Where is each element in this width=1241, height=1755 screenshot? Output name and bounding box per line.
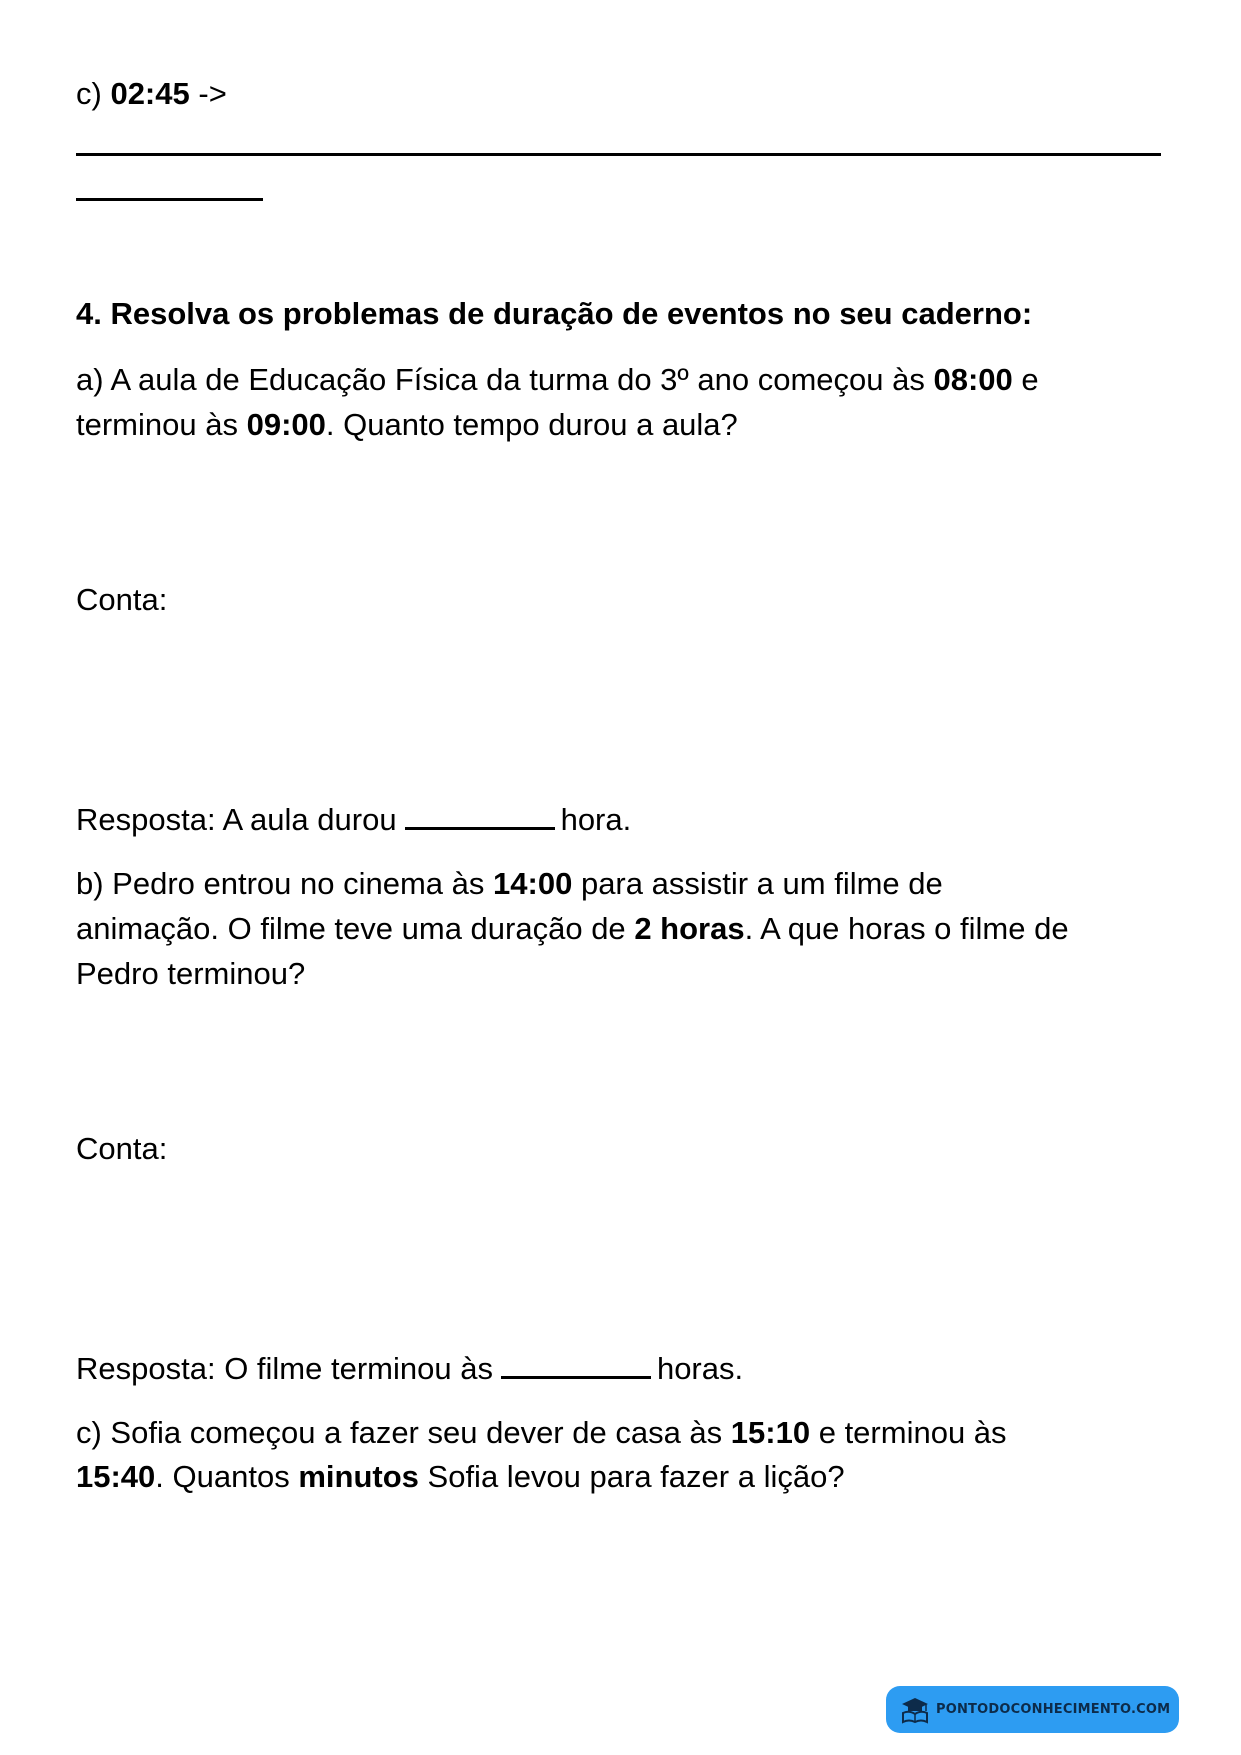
text: Resposta: O filme terminou às (76, 1351, 493, 1386)
text: e terminou às (818, 1415, 1007, 1450)
text: hora. (560, 802, 632, 837)
text: para assistir a um filme de (580, 866, 943, 901)
text: Sofia levou para fazer a lição? (427, 1459, 845, 1494)
text: b) Pedro entrou no cinema às (76, 866, 485, 901)
text: animação. O filme teve uma duração de (76, 911, 626, 946)
text: . Quanto tempo durou a aula? (325, 407, 738, 442)
text: horas. (656, 1351, 744, 1386)
question-c-line-2 (76, 1455, 845, 1499)
time-value: 15:40 (76, 1459, 156, 1494)
time-value: 08:00 (933, 362, 1013, 397)
question-c-line-1 (76, 1411, 1007, 1455)
text: a) A aula de Educação Física da turma do 3º ano começou às (76, 362, 925, 397)
question-b-line-2 (76, 907, 1069, 951)
text: e (1021, 362, 1039, 397)
question-b-line-1 (76, 862, 943, 906)
conta-label-a: Conta: (76, 582, 168, 617)
logo-text: PONTODOCONHECIMENTO.COM (936, 1702, 1171, 1717)
time-value: 15:10 (730, 1415, 811, 1450)
text: Resposta: A aula durou (76, 802, 397, 837)
conta-label-b: Conta: (76, 1131, 168, 1166)
answer-a (76, 797, 631, 842)
arrow: -> (198, 76, 227, 111)
question-4-heading: 4. Resolva os problemas de duração de eventos no seu caderno: (76, 296, 1033, 331)
text: . A que horas o filme de (744, 911, 1069, 946)
item-c-prev (76, 72, 227, 116)
question-a-line-2 (76, 403, 738, 447)
graduation-book-icon (900, 1696, 930, 1724)
text: c) Sofia começou a fazer seu dever de casa às (76, 1415, 723, 1450)
text: . Quantos (155, 1459, 290, 1494)
text: terminou às (76, 407, 238, 442)
question-b-line-3: Pedro terminou? (76, 956, 306, 991)
answer-line-2 (76, 198, 263, 201)
item-label: c) (76, 76, 102, 111)
answer-blank[interactable] (501, 1346, 651, 1379)
unit-bold: minutos (298, 1459, 419, 1494)
answer-blank[interactable] (405, 797, 555, 830)
time-value: 09:00 (246, 407, 326, 442)
answer-b (76, 1346, 743, 1391)
answer-line-1 (76, 153, 1161, 156)
time-value: 14:00 (493, 866, 573, 901)
question-a-line-1 (76, 358, 1039, 402)
time-value: 02:45 (110, 76, 190, 111)
duration-value: 2 horas (634, 911, 745, 946)
site-logo-badge[interactable] (886, 1686, 1179, 1733)
